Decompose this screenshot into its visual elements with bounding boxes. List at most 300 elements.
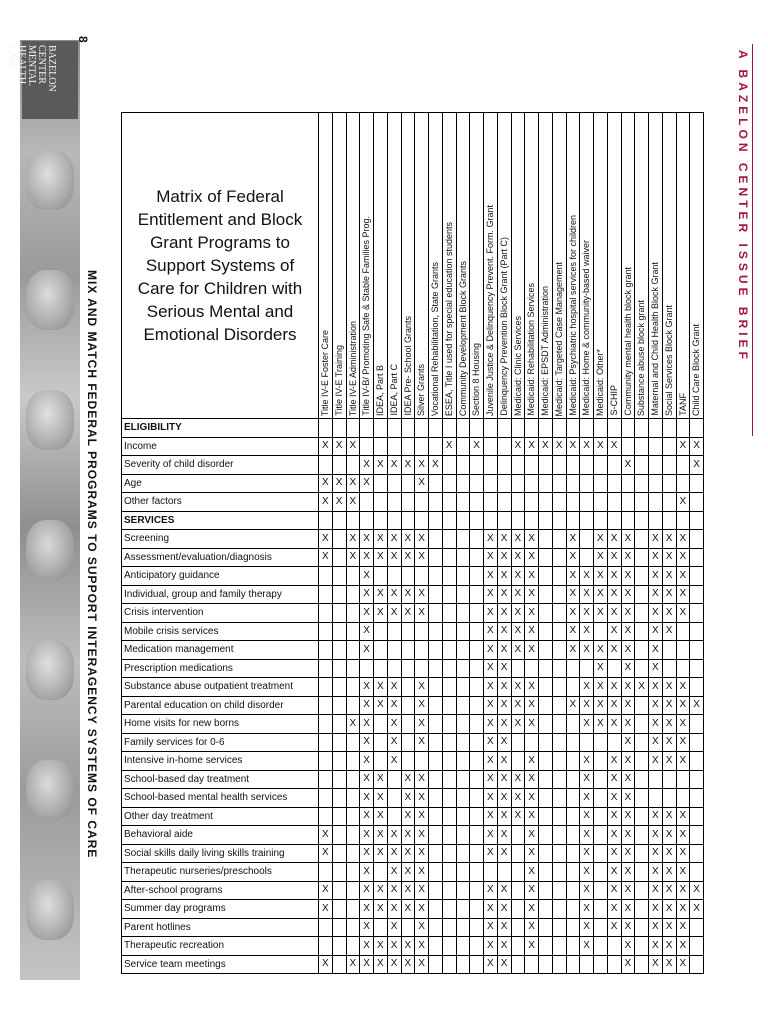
brief-title: A BAZELON CENTER ISSUE BRIEF bbox=[736, 50, 750, 363]
matrix-cell bbox=[332, 567, 346, 586]
child-photo bbox=[26, 880, 74, 940]
matrix-cell bbox=[470, 937, 484, 956]
matrix-cell bbox=[456, 807, 470, 826]
table-row bbox=[122, 585, 704, 604]
program-matrix-table bbox=[121, 112, 704, 974]
matrix-cell bbox=[415, 567, 429, 586]
matrix-cell bbox=[429, 567, 443, 586]
matrix-cell bbox=[580, 474, 594, 493]
matrix-cell bbox=[607, 456, 621, 475]
matrix-mark: X bbox=[607, 789, 621, 808]
matrix-cell bbox=[429, 863, 443, 882]
matrix-cell bbox=[387, 641, 401, 660]
child-photo bbox=[26, 760, 74, 820]
matrix-cell bbox=[319, 770, 333, 789]
matrix-cell bbox=[470, 659, 484, 678]
matrix-cell bbox=[429, 918, 443, 937]
matrix-cell bbox=[387, 511, 401, 530]
matrix-cell bbox=[539, 937, 553, 956]
matrix-cell bbox=[594, 733, 608, 752]
matrix-cell bbox=[346, 622, 360, 641]
matrix-cell bbox=[484, 419, 498, 438]
column-header-label: Community Development Block Grants bbox=[457, 260, 468, 416]
matrix-cell bbox=[415, 622, 429, 641]
column-header bbox=[552, 113, 566, 419]
matrix-mark: X bbox=[525, 715, 539, 734]
matrix-cell bbox=[635, 419, 649, 438]
matrix-cell bbox=[525, 955, 539, 974]
matrix-cell bbox=[456, 585, 470, 604]
row-label: Screening bbox=[122, 530, 319, 549]
table-row bbox=[122, 659, 704, 678]
column-header-label: Title IV-B/ Promoting Safe & Stable Families Prog. bbox=[361, 216, 372, 416]
matrix-mark: X bbox=[484, 585, 498, 604]
column-header bbox=[566, 113, 580, 419]
matrix-cell bbox=[511, 937, 525, 956]
table-row bbox=[122, 437, 704, 456]
matrix-cell bbox=[539, 419, 553, 438]
matrix-cell bbox=[387, 567, 401, 586]
column-header-label: Social Services Block Grant bbox=[663, 304, 674, 416]
matrix-cell bbox=[470, 696, 484, 715]
matrix-mark: X bbox=[360, 678, 374, 697]
matrix-cell bbox=[442, 678, 456, 697]
matrix-mark: X bbox=[649, 548, 663, 567]
matrix-mark: X bbox=[649, 844, 663, 863]
matrix-cell bbox=[470, 807, 484, 826]
column-header-label: Title IV-E Foster Care bbox=[320, 329, 330, 416]
matrix-mark: X bbox=[580, 567, 594, 586]
matrix-mark: X bbox=[497, 696, 511, 715]
matrix-cell bbox=[346, 752, 360, 771]
table-row bbox=[122, 900, 704, 919]
matrix-mark: X bbox=[332, 437, 346, 456]
matrix-cell bbox=[387, 770, 401, 789]
matrix-cell bbox=[594, 881, 608, 900]
matrix-cell bbox=[539, 863, 553, 882]
matrix-cell bbox=[332, 511, 346, 530]
matrix-cell bbox=[539, 826, 553, 845]
matrix-cell bbox=[456, 622, 470, 641]
matrix-mark: X bbox=[621, 955, 635, 974]
matrix-cell bbox=[470, 844, 484, 863]
matrix-mark: X bbox=[676, 826, 690, 845]
matrix-cell bbox=[429, 659, 443, 678]
matrix-mark: X bbox=[511, 678, 525, 697]
matrix-cell bbox=[429, 437, 443, 456]
column-header bbox=[690, 113, 704, 419]
matrix-cell bbox=[442, 733, 456, 752]
matrix-mark: X bbox=[360, 548, 374, 567]
matrix-mark: X bbox=[580, 844, 594, 863]
matrix-mark: X bbox=[649, 585, 663, 604]
matrix-cell bbox=[690, 548, 704, 567]
matrix-cell bbox=[566, 826, 580, 845]
matrix-mark: X bbox=[415, 807, 429, 826]
matrix-cell bbox=[346, 696, 360, 715]
matrix-mark: X bbox=[649, 826, 663, 845]
matrix-mark: X bbox=[360, 863, 374, 882]
matrix-cell bbox=[607, 937, 621, 956]
matrix-cell bbox=[319, 807, 333, 826]
matrix-cell bbox=[539, 807, 553, 826]
matrix-cell bbox=[635, 622, 649, 641]
matrix-mark: X bbox=[511, 548, 525, 567]
matrix-cell bbox=[552, 659, 566, 678]
matrix-mark: X bbox=[690, 456, 704, 475]
matrix-cell bbox=[456, 530, 470, 549]
matrix-mark: X bbox=[346, 955, 360, 974]
matrix-cell bbox=[676, 770, 690, 789]
matrix-mark: X bbox=[497, 567, 511, 586]
column-header-label: Section 8 Housing bbox=[471, 342, 482, 416]
matrix-cell bbox=[607, 659, 621, 678]
matrix-mark: X bbox=[662, 548, 676, 567]
matrix-mark: X bbox=[401, 807, 415, 826]
matrix-cell bbox=[415, 419, 429, 438]
table-row bbox=[122, 789, 704, 808]
matrix-cell bbox=[429, 733, 443, 752]
matrix-cell bbox=[635, 826, 649, 845]
matrix-cell bbox=[442, 659, 456, 678]
matrix-cell bbox=[580, 511, 594, 530]
matrix-mark: X bbox=[621, 881, 635, 900]
matrix-mark: X bbox=[607, 437, 621, 456]
matrix-mark: X bbox=[484, 696, 498, 715]
matrix-cell bbox=[484, 493, 498, 512]
matrix-mark: X bbox=[415, 770, 429, 789]
matrix-mark: X bbox=[374, 789, 388, 808]
matrix-cell bbox=[332, 604, 346, 623]
matrix-mark: X bbox=[484, 678, 498, 697]
column-header-label: Medicaid: Psychiatric hospital services for children bbox=[567, 215, 578, 416]
matrix-cell bbox=[470, 863, 484, 882]
matrix-cell bbox=[319, 622, 333, 641]
matrix-cell bbox=[429, 807, 443, 826]
matrix-cell bbox=[456, 419, 470, 438]
matrix-cell bbox=[470, 419, 484, 438]
matrix-cell bbox=[346, 585, 360, 604]
matrix-cell bbox=[374, 419, 388, 438]
column-header-label: IDEA, Part C bbox=[388, 364, 399, 416]
matrix-cell bbox=[690, 567, 704, 586]
matrix-cell bbox=[456, 511, 470, 530]
table-row bbox=[122, 567, 704, 586]
matrix-cell bbox=[539, 456, 553, 475]
matrix-cell bbox=[635, 715, 649, 734]
matrix-mark: X bbox=[387, 585, 401, 604]
matrix-cell bbox=[332, 844, 346, 863]
matrix-mark: X bbox=[662, 826, 676, 845]
row-label: After-school programs bbox=[122, 881, 319, 900]
matrix-cell bbox=[429, 900, 443, 919]
matrix-cell bbox=[594, 955, 608, 974]
matrix-cell bbox=[456, 437, 470, 456]
matrix-mark: X bbox=[497, 715, 511, 734]
matrix-cell bbox=[690, 585, 704, 604]
matrix-mark: X bbox=[649, 604, 663, 623]
matrix-cell bbox=[635, 641, 649, 660]
matrix-cell bbox=[552, 752, 566, 771]
matrix-mark: X bbox=[484, 622, 498, 641]
matrix-mark: X bbox=[662, 604, 676, 623]
matrix-cell bbox=[456, 955, 470, 974]
matrix-mark: X bbox=[484, 807, 498, 826]
matrix-cell bbox=[456, 844, 470, 863]
matrix-cell bbox=[662, 437, 676, 456]
matrix-mark: X bbox=[662, 622, 676, 641]
matrix-cell bbox=[552, 900, 566, 919]
matrix-cell bbox=[539, 696, 553, 715]
matrix-mark: X bbox=[401, 937, 415, 956]
matrix-cell bbox=[332, 752, 346, 771]
table-row bbox=[122, 770, 704, 789]
matrix-mark: X bbox=[621, 900, 635, 919]
matrix-cell bbox=[456, 604, 470, 623]
column-header bbox=[649, 113, 663, 419]
matrix-cell bbox=[360, 437, 374, 456]
matrix-cell bbox=[497, 511, 511, 530]
matrix-cell bbox=[429, 770, 443, 789]
matrix-cell bbox=[470, 715, 484, 734]
matrix-cell bbox=[332, 807, 346, 826]
matrix-cell bbox=[456, 733, 470, 752]
matrix-mark: X bbox=[497, 733, 511, 752]
matrix-mark: X bbox=[607, 678, 621, 697]
matrix-cell bbox=[525, 419, 539, 438]
matrix-mark: X bbox=[649, 622, 663, 641]
table-row bbox=[122, 918, 704, 937]
matrix-cell bbox=[539, 659, 553, 678]
matrix-mark: X bbox=[566, 585, 580, 604]
matrix-mark: X bbox=[415, 789, 429, 808]
matrix-mark: X bbox=[319, 530, 333, 549]
matrix-cell bbox=[649, 437, 663, 456]
matrix-mark: X bbox=[484, 715, 498, 734]
matrix-mark: X bbox=[360, 474, 374, 493]
matrix-mark: X bbox=[374, 696, 388, 715]
matrix-cell bbox=[690, 770, 704, 789]
matrix-mark: X bbox=[484, 530, 498, 549]
matrix-mark: X bbox=[580, 604, 594, 623]
column-header bbox=[484, 113, 498, 419]
matrix-mark: X bbox=[621, 604, 635, 623]
matrix-cell bbox=[360, 493, 374, 512]
matrix-cell bbox=[319, 696, 333, 715]
column-header bbox=[401, 113, 415, 419]
matrix-cell bbox=[635, 955, 649, 974]
matrix-cell bbox=[594, 511, 608, 530]
matrix-cell bbox=[456, 567, 470, 586]
matrix-mark: X bbox=[374, 585, 388, 604]
matrix-mark: X bbox=[415, 955, 429, 974]
matrix-cell bbox=[635, 456, 649, 475]
table-row bbox=[122, 548, 704, 567]
matrix-cell bbox=[635, 585, 649, 604]
row-label: Behavioral aide bbox=[122, 826, 319, 845]
matrix-cell bbox=[429, 696, 443, 715]
logo-line: CENTER bbox=[36, 45, 47, 84]
matrix-cell bbox=[319, 937, 333, 956]
column-header bbox=[360, 113, 374, 419]
matrix-cell bbox=[552, 826, 566, 845]
column-header bbox=[387, 113, 401, 419]
matrix-mark: X bbox=[497, 641, 511, 660]
matrix-mark: X bbox=[621, 548, 635, 567]
matrix-cell bbox=[456, 641, 470, 660]
matrix-cell bbox=[566, 770, 580, 789]
row-label: School-based mental health services bbox=[122, 789, 319, 808]
matrix-cell bbox=[566, 881, 580, 900]
matrix-cell bbox=[442, 419, 456, 438]
matrix-mark: X bbox=[374, 881, 388, 900]
matrix-mark: X bbox=[607, 548, 621, 567]
matrix-cell bbox=[552, 456, 566, 475]
matrix-cell bbox=[539, 567, 553, 586]
matrix-cell bbox=[332, 419, 346, 438]
matrix-mark: X bbox=[662, 807, 676, 826]
matrix-mark: X bbox=[511, 604, 525, 623]
matrix-cell bbox=[401, 567, 415, 586]
matrix-cell bbox=[539, 585, 553, 604]
matrix-cell bbox=[319, 511, 333, 530]
matrix-cell bbox=[319, 641, 333, 660]
table-row bbox=[122, 733, 704, 752]
matrix-cell bbox=[539, 770, 553, 789]
matrix-cell bbox=[319, 789, 333, 808]
matrix-cell bbox=[401, 659, 415, 678]
column-header-label: ESEA, Title I used for special education students bbox=[443, 221, 454, 416]
matrix-cell bbox=[332, 715, 346, 734]
matrix-cell bbox=[332, 900, 346, 919]
matrix-cell bbox=[401, 715, 415, 734]
matrix-cell bbox=[566, 863, 580, 882]
column-header bbox=[525, 113, 539, 419]
matrix-cell bbox=[497, 456, 511, 475]
matrix-mark: X bbox=[360, 604, 374, 623]
matrix-cell bbox=[690, 937, 704, 956]
matrix-cell bbox=[690, 493, 704, 512]
matrix-cell bbox=[511, 863, 525, 882]
matrix-mark: X bbox=[360, 826, 374, 845]
matrix-cell bbox=[539, 474, 553, 493]
matrix-cell bbox=[594, 493, 608, 512]
matrix-cell bbox=[415, 437, 429, 456]
matrix-mark: X bbox=[580, 678, 594, 697]
matrix-mark: X bbox=[415, 678, 429, 697]
matrix-cell bbox=[442, 696, 456, 715]
matrix-cell bbox=[470, 789, 484, 808]
row-label: Age bbox=[122, 474, 319, 493]
matrix-cell bbox=[442, 622, 456, 641]
matrix-mark: X bbox=[511, 789, 525, 808]
matrix-cell bbox=[374, 918, 388, 937]
matrix-cell bbox=[552, 696, 566, 715]
matrix-mark: X bbox=[332, 493, 346, 512]
matrix-mark: X bbox=[360, 752, 374, 771]
matrix-cell bbox=[635, 659, 649, 678]
matrix-cell bbox=[552, 641, 566, 660]
matrix-mark: X bbox=[387, 918, 401, 937]
matrix-mark: X bbox=[401, 900, 415, 919]
matrix-cell bbox=[552, 955, 566, 974]
matrix-mark: X bbox=[497, 844, 511, 863]
row-label: School-based day treatment bbox=[122, 770, 319, 789]
matrix-mark: X bbox=[676, 696, 690, 715]
matrix-cell bbox=[429, 604, 443, 623]
matrix-mark: X bbox=[539, 437, 553, 456]
column-header bbox=[580, 113, 594, 419]
matrix-cell bbox=[662, 789, 676, 808]
row-label: Mobile crisis services bbox=[122, 622, 319, 641]
matrix-mark: X bbox=[662, 678, 676, 697]
matrix-mark: X bbox=[676, 844, 690, 863]
matrix-cell bbox=[594, 900, 608, 919]
matrix-cell bbox=[690, 733, 704, 752]
column-header-label: Medicaid: Other* bbox=[595, 348, 605, 416]
matrix-cell bbox=[635, 844, 649, 863]
matrix-cell bbox=[442, 493, 456, 512]
running-title: MIX AND MATCH FEDERAL PROGRAMS TO SUPPORT INTERAGENCY SYSTEMS OF CARE bbox=[85, 270, 99, 859]
matrix-mark: X bbox=[580, 937, 594, 956]
matrix-mark: X bbox=[511, 437, 525, 456]
matrix-mark: X bbox=[360, 641, 374, 660]
matrix-cell bbox=[429, 419, 443, 438]
matrix-cell bbox=[539, 530, 553, 549]
matrix-cell bbox=[607, 511, 621, 530]
matrix-mark: X bbox=[346, 548, 360, 567]
matrix-mark: X bbox=[415, 826, 429, 845]
matrix-mark: X bbox=[387, 900, 401, 919]
matrix-mark: X bbox=[525, 548, 539, 567]
table-row bbox=[122, 678, 704, 697]
matrix-cell bbox=[429, 511, 443, 530]
matrix-mark: X bbox=[676, 881, 690, 900]
matrix-cell bbox=[594, 474, 608, 493]
matrix-mark: X bbox=[415, 844, 429, 863]
matrix-mark: X bbox=[676, 585, 690, 604]
child-photo bbox=[26, 150, 74, 210]
matrix-cell bbox=[319, 715, 333, 734]
column-header bbox=[319, 113, 333, 419]
matrix-cell bbox=[580, 456, 594, 475]
matrix-mark: X bbox=[594, 548, 608, 567]
column-header bbox=[429, 113, 443, 419]
matrix-mark: X bbox=[360, 530, 374, 549]
matrix-cell bbox=[401, 752, 415, 771]
matrix-mark: X bbox=[387, 844, 401, 863]
matrix-mark: X bbox=[525, 567, 539, 586]
matrix-mark: X bbox=[580, 789, 594, 808]
matrix-mark: X bbox=[690, 900, 704, 919]
matrix-mark: X bbox=[662, 937, 676, 956]
matrix-cell bbox=[346, 770, 360, 789]
logo-line: LAW bbox=[6, 45, 17, 67]
matrix-mark: X bbox=[387, 881, 401, 900]
matrix-cell bbox=[566, 678, 580, 697]
matrix-cell bbox=[539, 511, 553, 530]
matrix-mark: X bbox=[594, 678, 608, 697]
matrix-mark: X bbox=[676, 900, 690, 919]
matrix-mark: X bbox=[676, 437, 690, 456]
matrix-cell bbox=[676, 622, 690, 641]
matrix-cell bbox=[690, 530, 704, 549]
matrix-mark: X bbox=[360, 789, 374, 808]
matrix-cell bbox=[374, 493, 388, 512]
matrix-cell bbox=[442, 770, 456, 789]
matrix-cell bbox=[442, 456, 456, 475]
matrix-mark: X bbox=[374, 678, 388, 697]
